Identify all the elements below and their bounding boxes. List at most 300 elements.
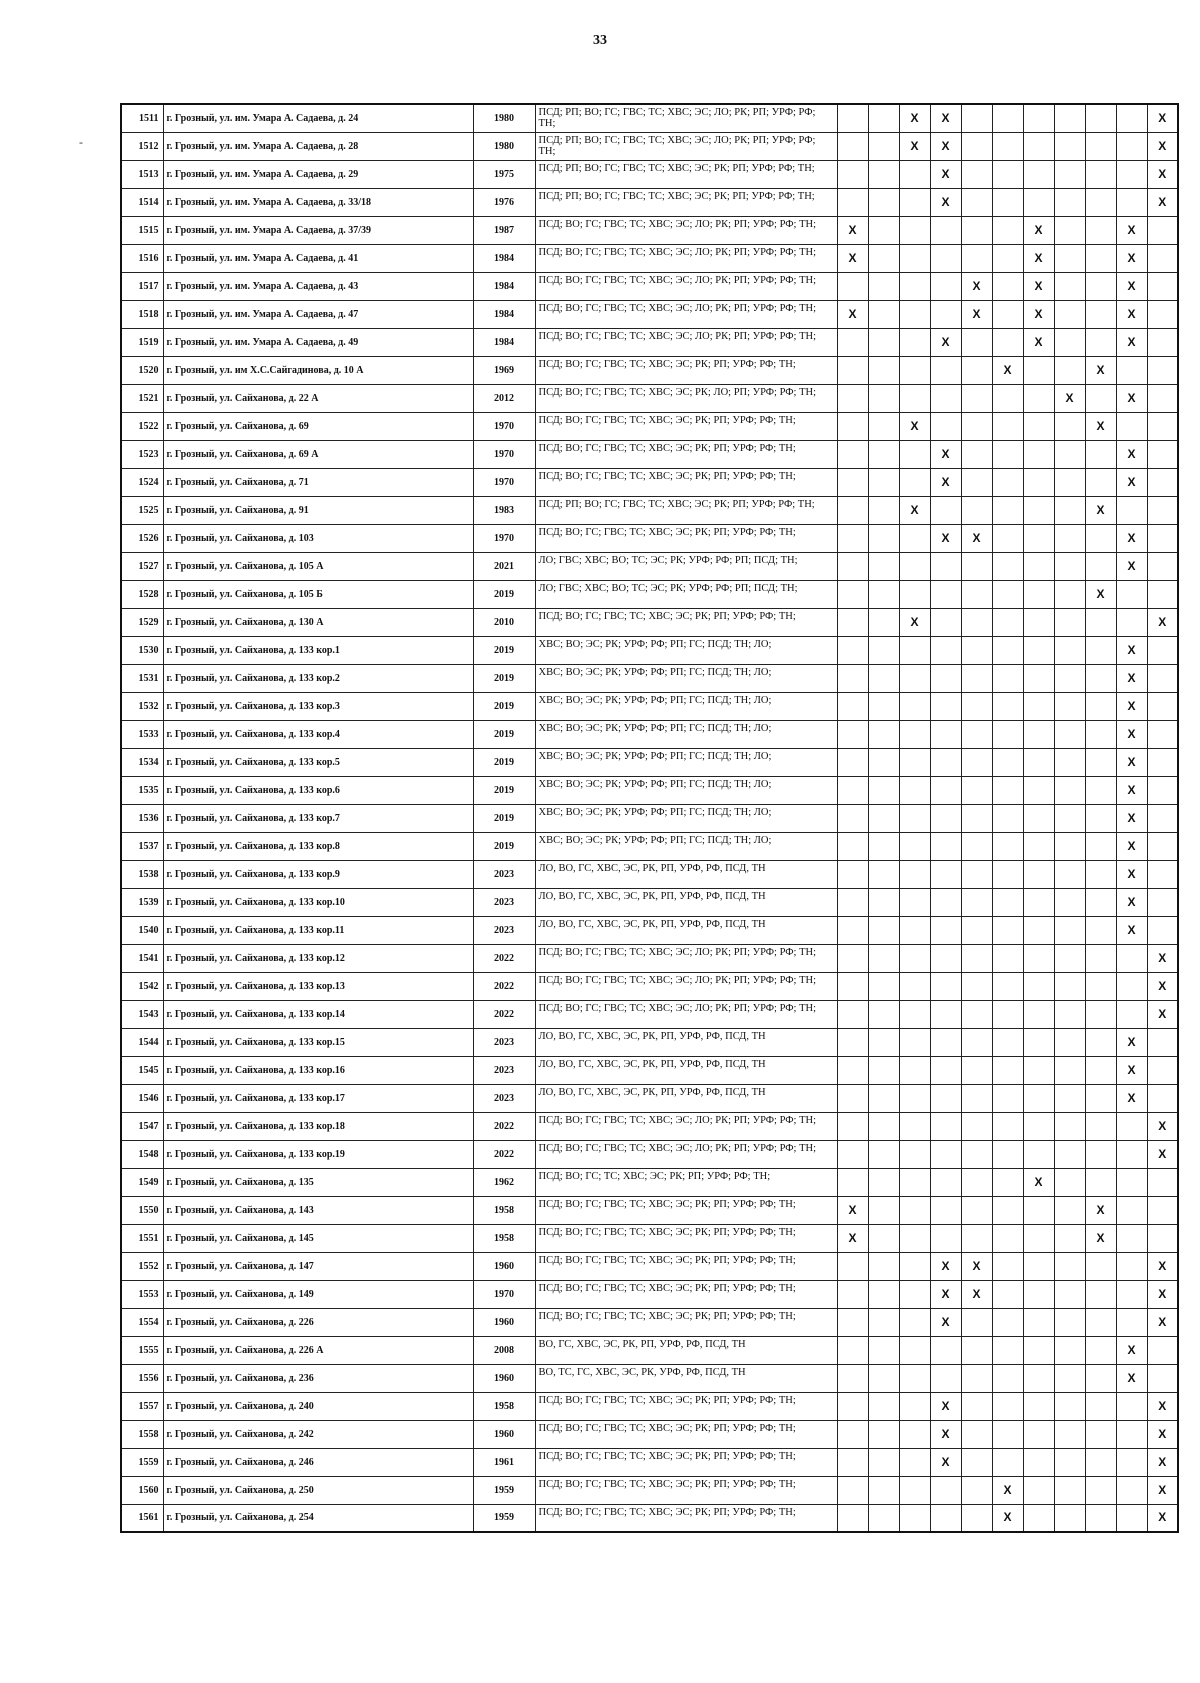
year-cell: 1970 bbox=[473, 524, 535, 552]
address-cell: г. Грозный, ул. Сайханова, д. 133 кор.18 bbox=[163, 1112, 473, 1140]
mark-cell-9: X bbox=[1085, 1224, 1116, 1252]
table-row bbox=[121, 328, 1178, 356]
mark-cell-4: X bbox=[930, 104, 961, 132]
mark-cell-11 bbox=[1147, 300, 1178, 328]
address-cell: г. Грозный, ул. Сайханова, д. 133 кор.5 bbox=[163, 748, 473, 776]
mark-cell-1 bbox=[837, 1168, 868, 1196]
mark-cell-2 bbox=[868, 776, 899, 804]
mark-cell-7 bbox=[1023, 132, 1054, 160]
mark-cell-11: X bbox=[1147, 1000, 1178, 1028]
row-number-cell: 1539 bbox=[121, 888, 163, 916]
mark-cell-10: X bbox=[1116, 664, 1147, 692]
mark-cell-5: X bbox=[961, 272, 992, 300]
table-row bbox=[121, 272, 1178, 300]
mark-cell-3 bbox=[899, 1140, 930, 1168]
row-number-cell: 1530 bbox=[121, 636, 163, 664]
mark-cell-1 bbox=[837, 468, 868, 496]
mark-cell-1 bbox=[837, 776, 868, 804]
year-cell: 2010 bbox=[473, 608, 535, 636]
mark-cell-9 bbox=[1085, 720, 1116, 748]
mark-cell-9: X bbox=[1085, 356, 1116, 384]
address-cell: г. Грозный, ул. им Х.С.Сайгадинова, д. 10 А bbox=[163, 356, 473, 384]
mark-cell-10: X bbox=[1116, 804, 1147, 832]
mark-cell-6 bbox=[992, 1392, 1023, 1420]
table-row bbox=[121, 692, 1178, 720]
row-number-cell: 1559 bbox=[121, 1448, 163, 1476]
year-cell: 1960 bbox=[473, 1308, 535, 1336]
mark-cell-4 bbox=[930, 776, 961, 804]
mark-cell-2 bbox=[868, 1308, 899, 1336]
mark-cell-3: X bbox=[899, 412, 930, 440]
table-row bbox=[121, 160, 1178, 188]
mark-cell-5 bbox=[961, 916, 992, 944]
mark-cell-3 bbox=[899, 1308, 930, 1336]
mark-cell-6 bbox=[992, 944, 1023, 972]
mark-cell-7 bbox=[1023, 1336, 1054, 1364]
mark-cell-3 bbox=[899, 804, 930, 832]
mark-cell-3 bbox=[899, 916, 930, 944]
mark-cell-3: X bbox=[899, 608, 930, 636]
year-cell: 2023 bbox=[473, 860, 535, 888]
year-cell: 1959 bbox=[473, 1476, 535, 1504]
mark-cell-3 bbox=[899, 552, 930, 580]
address-cell: г. Грозный, ул. Сайханова, д. 133 кор.3 bbox=[163, 692, 473, 720]
mark-cell-6 bbox=[992, 440, 1023, 468]
mark-cell-7 bbox=[1023, 804, 1054, 832]
mark-cell-7 bbox=[1023, 160, 1054, 188]
mark-cell-4: X bbox=[930, 160, 961, 188]
mark-cell-11 bbox=[1147, 1224, 1178, 1252]
mark-cell-3 bbox=[899, 720, 930, 748]
address-cell: г. Грозный, ул. им. Умара А. Садаева, д. 24 bbox=[163, 104, 473, 132]
table-row bbox=[121, 720, 1178, 748]
year-cell: 1980 bbox=[473, 132, 535, 160]
mark-cell-9 bbox=[1085, 748, 1116, 776]
mark-cell-4 bbox=[930, 272, 961, 300]
mark-cell-10 bbox=[1116, 160, 1147, 188]
mark-cell-3 bbox=[899, 1196, 930, 1224]
mark-cell-7 bbox=[1023, 664, 1054, 692]
mark-cell-7 bbox=[1023, 916, 1054, 944]
mark-cell-6 bbox=[992, 860, 1023, 888]
mark-cell-3 bbox=[899, 1112, 930, 1140]
mark-cell-8 bbox=[1054, 1448, 1085, 1476]
mark-cell-6 bbox=[992, 776, 1023, 804]
works-list-cell: ПСД; ВО; ГС; ГВС; ТС; ХВС; ЭС; РК; ЛО; РП; УРФ; РФ; ТН; bbox=[535, 384, 837, 412]
row-number-cell: 1526 bbox=[121, 524, 163, 552]
row-number-cell: 1553 bbox=[121, 1280, 163, 1308]
year-cell: 1984 bbox=[473, 328, 535, 356]
works-list-cell: ПСД; ВО; ГС; ГВС; ТС; ХВС; ЭС; РК; РП; УРФ; РФ; ТН; bbox=[535, 524, 837, 552]
mark-cell-4 bbox=[930, 1336, 961, 1364]
works-list-cell: ХВС; ВО; ЭС; РК; УРФ; РФ; РП; ГС; ПСД; ТН; ЛО; bbox=[535, 692, 837, 720]
mark-cell-7: X bbox=[1023, 1168, 1054, 1196]
table-row bbox=[121, 552, 1178, 580]
mark-cell-6 bbox=[992, 1336, 1023, 1364]
address-cell: г. Грозный, ул. Сайханова, д. 226 bbox=[163, 1308, 473, 1336]
table-row bbox=[121, 1448, 1178, 1476]
year-cell: 2019 bbox=[473, 664, 535, 692]
mark-cell-5 bbox=[961, 244, 992, 272]
mark-cell-6: X bbox=[992, 1504, 1023, 1532]
mark-cell-10 bbox=[1116, 608, 1147, 636]
works-list-cell: ПСД; РП; ВО; ГС; ГВС; ТС; ХВС; ЭС; РК; РП; УРФ; РФ; ТН; bbox=[535, 160, 837, 188]
works-list-cell: ПСД; ВО; ГС; ГВС; ТС; ХВС; ЭС; ЛО; РК; РП; УРФ; РФ; ТН; bbox=[535, 972, 837, 1000]
mark-cell-3 bbox=[899, 1252, 930, 1280]
mark-cell-10 bbox=[1116, 1280, 1147, 1308]
mark-cell-6 bbox=[992, 608, 1023, 636]
year-cell: 1969 bbox=[473, 356, 535, 384]
mark-cell-2 bbox=[868, 860, 899, 888]
mark-cell-1 bbox=[837, 1420, 868, 1448]
mark-cell-5 bbox=[961, 328, 992, 356]
table-row bbox=[121, 1168, 1178, 1196]
mark-cell-5 bbox=[961, 636, 992, 664]
address-cell: г. Грозный, ул. Сайханова, д. 145 bbox=[163, 1224, 473, 1252]
row-number-cell: 1535 bbox=[121, 776, 163, 804]
mark-cell-4 bbox=[930, 1196, 961, 1224]
year-cell: 2019 bbox=[473, 804, 535, 832]
table-row bbox=[121, 440, 1178, 468]
mark-cell-5 bbox=[961, 1336, 992, 1364]
table-row bbox=[121, 776, 1178, 804]
mark-cell-7 bbox=[1023, 468, 1054, 496]
mark-cell-10 bbox=[1116, 1196, 1147, 1224]
mark-cell-8 bbox=[1054, 1196, 1085, 1224]
year-cell: 1976 bbox=[473, 188, 535, 216]
mark-cell-6 bbox=[992, 300, 1023, 328]
mark-cell-1 bbox=[837, 496, 868, 524]
mark-cell-8 bbox=[1054, 524, 1085, 552]
mark-cell-1 bbox=[837, 272, 868, 300]
row-number-cell: 1551 bbox=[121, 1224, 163, 1252]
works-list-cell: ХВС; ВО; ЭС; РК; УРФ; РФ; РП; ГС; ПСД; ТН; ЛО; bbox=[535, 804, 837, 832]
mark-cell-9 bbox=[1085, 1392, 1116, 1420]
mark-cell-6 bbox=[992, 1168, 1023, 1196]
mark-cell-10: X bbox=[1116, 300, 1147, 328]
mark-cell-3 bbox=[899, 468, 930, 496]
mark-cell-11 bbox=[1147, 1336, 1178, 1364]
mark-cell-11: X bbox=[1147, 188, 1178, 216]
address-cell: г. Грозный, ул. Сайханова, д. 133 кор.9 bbox=[163, 860, 473, 888]
mark-cell-11: X bbox=[1147, 1392, 1178, 1420]
mark-cell-9 bbox=[1085, 1252, 1116, 1280]
table-row bbox=[121, 1308, 1178, 1336]
mark-cell-8 bbox=[1054, 1392, 1085, 1420]
mark-cell-1 bbox=[837, 664, 868, 692]
row-number-cell: 1516 bbox=[121, 244, 163, 272]
mark-cell-2 bbox=[868, 1252, 899, 1280]
mark-cell-1 bbox=[837, 1056, 868, 1084]
table-row bbox=[121, 972, 1178, 1000]
mark-cell-5 bbox=[961, 1476, 992, 1504]
mark-cell-7 bbox=[1023, 580, 1054, 608]
mark-cell-1 bbox=[837, 944, 868, 972]
mark-cell-3 bbox=[899, 1084, 930, 1112]
mark-cell-5 bbox=[961, 1140, 992, 1168]
mark-cell-10 bbox=[1116, 1448, 1147, 1476]
mark-cell-3 bbox=[899, 1364, 930, 1392]
mark-cell-7 bbox=[1023, 972, 1054, 1000]
mark-cell-6 bbox=[992, 832, 1023, 860]
works-list-cell: ПСД; ВО; ГС; ТС; ХВС; ЭС; РК; РП; УРФ; РФ; ТН; bbox=[535, 1168, 837, 1196]
mark-cell-10: X bbox=[1116, 524, 1147, 552]
row-number-cell: 1522 bbox=[121, 412, 163, 440]
mark-cell-8 bbox=[1054, 860, 1085, 888]
mark-cell-4 bbox=[930, 692, 961, 720]
mark-cell-9 bbox=[1085, 300, 1116, 328]
mark-cell-10: X bbox=[1116, 692, 1147, 720]
mark-cell-5 bbox=[961, 720, 992, 748]
mark-cell-5 bbox=[961, 412, 992, 440]
mark-cell-8 bbox=[1054, 216, 1085, 244]
mark-cell-10 bbox=[1116, 944, 1147, 972]
mark-cell-7 bbox=[1023, 748, 1054, 776]
mark-cell-8 bbox=[1054, 1168, 1085, 1196]
mark-cell-7 bbox=[1023, 188, 1054, 216]
mark-cell-9 bbox=[1085, 1000, 1116, 1028]
mark-cell-10: X bbox=[1116, 328, 1147, 356]
address-cell: г. Грозный, ул. им. Умара А. Садаева, д. 29 bbox=[163, 160, 473, 188]
mark-cell-8 bbox=[1054, 748, 1085, 776]
mark-cell-11 bbox=[1147, 1028, 1178, 1056]
year-cell: 2019 bbox=[473, 776, 535, 804]
mark-cell-2 bbox=[868, 1364, 899, 1392]
year-cell: 1959 bbox=[473, 1504, 535, 1532]
mark-cell-8 bbox=[1054, 468, 1085, 496]
row-number-cell: 1520 bbox=[121, 356, 163, 384]
year-cell: 2019 bbox=[473, 692, 535, 720]
table-row bbox=[121, 664, 1178, 692]
table-row bbox=[121, 1000, 1178, 1028]
mark-cell-8 bbox=[1054, 552, 1085, 580]
row-number-cell: 1561 bbox=[121, 1504, 163, 1532]
mark-cell-3: X bbox=[899, 132, 930, 160]
mark-cell-4 bbox=[930, 608, 961, 636]
year-cell: 2021 bbox=[473, 552, 535, 580]
mark-cell-1 bbox=[837, 188, 868, 216]
mark-cell-11: X bbox=[1147, 1140, 1178, 1168]
mark-cell-9 bbox=[1085, 1112, 1116, 1140]
year-cell: 2022 bbox=[473, 1112, 535, 1140]
mark-cell-1 bbox=[837, 1280, 868, 1308]
mark-cell-9: X bbox=[1085, 1196, 1116, 1224]
mark-cell-7 bbox=[1023, 860, 1054, 888]
mark-cell-10: X bbox=[1116, 1364, 1147, 1392]
mark-cell-3 bbox=[899, 300, 930, 328]
mark-cell-9 bbox=[1085, 636, 1116, 664]
works-list-cell: ЛО, ВО, ГС, ХВС, ЭС, РК, РП, УРФ, РФ, ПСД, ТН bbox=[535, 888, 837, 916]
mark-cell-11 bbox=[1147, 1056, 1178, 1084]
mark-cell-11 bbox=[1147, 356, 1178, 384]
table-row bbox=[121, 1056, 1178, 1084]
mark-cell-6 bbox=[992, 272, 1023, 300]
mark-cell-4 bbox=[930, 412, 961, 440]
address-cell: г. Грозный, ул. им. Умара А. Садаева, д. 41 bbox=[163, 244, 473, 272]
mark-cell-1 bbox=[837, 636, 868, 664]
table-row bbox=[121, 300, 1178, 328]
mark-cell-6 bbox=[992, 692, 1023, 720]
row-number-cell: 1543 bbox=[121, 1000, 163, 1028]
mark-cell-6 bbox=[992, 1112, 1023, 1140]
address-cell: г. Грозный, ул. Сайханова, д. 240 bbox=[163, 1392, 473, 1420]
mark-cell-4 bbox=[930, 1224, 961, 1252]
works-list-cell: ПСД; ВО; ГС; ГВС; ТС; ХВС; ЭС; РК; РП; УРФ; РФ; ТН; bbox=[535, 1252, 837, 1280]
mark-cell-11: X bbox=[1147, 1280, 1178, 1308]
mark-cell-3 bbox=[899, 356, 930, 384]
mark-cell-9 bbox=[1085, 776, 1116, 804]
mark-cell-10: X bbox=[1116, 468, 1147, 496]
mark-cell-6 bbox=[992, 468, 1023, 496]
works-list-cell: ПСД; РП; ВО; ГС; ГВС; ТС; ХВС; ЭС; ЛО; РК; РП; УРФ; РФ; ТН; bbox=[535, 104, 837, 132]
mark-cell-5 bbox=[961, 188, 992, 216]
mark-cell-2 bbox=[868, 104, 899, 132]
mark-cell-7 bbox=[1023, 1196, 1054, 1224]
mark-cell-1 bbox=[837, 804, 868, 832]
works-list-cell: ПСД; ВО; ГС; ГВС; ТС; ХВС; ЭС; РК; РП; УРФ; РФ; ТН; bbox=[535, 1504, 837, 1532]
address-cell: г. Грозный, ул. Сайханова, д. 147 bbox=[163, 1252, 473, 1280]
mark-cell-3 bbox=[899, 888, 930, 916]
mark-cell-7: X bbox=[1023, 328, 1054, 356]
year-cell: 2022 bbox=[473, 944, 535, 972]
mark-cell-1 bbox=[837, 748, 868, 776]
works-list-cell: ХВС; ВО; ЭС; РК; УРФ; РФ; РП; ГС; ПСД; ТН; ЛО; bbox=[535, 776, 837, 804]
mark-cell-10: X bbox=[1116, 552, 1147, 580]
row-number-cell: 1512 bbox=[121, 132, 163, 160]
mark-cell-7 bbox=[1023, 888, 1054, 916]
row-number-cell: 1548 bbox=[121, 1140, 163, 1168]
row-number-cell: 1549 bbox=[121, 1168, 163, 1196]
mark-cell-8 bbox=[1054, 104, 1085, 132]
mark-cell-1 bbox=[837, 916, 868, 944]
mark-cell-6 bbox=[992, 664, 1023, 692]
mark-cell-11 bbox=[1147, 888, 1178, 916]
mark-cell-4 bbox=[930, 832, 961, 860]
mark-cell-6 bbox=[992, 720, 1023, 748]
mark-cell-7 bbox=[1023, 1224, 1054, 1252]
row-number-cell: 1527 bbox=[121, 552, 163, 580]
works-list-cell: ПСД; ВО; ГС; ГВС; ТС; ХВС; ЭС; РК; РП; УРФ; РФ; ТН; bbox=[535, 1420, 837, 1448]
mark-cell-10 bbox=[1116, 1308, 1147, 1336]
year-cell: 1984 bbox=[473, 272, 535, 300]
mark-cell-2 bbox=[868, 636, 899, 664]
mark-cell-7 bbox=[1023, 104, 1054, 132]
mark-cell-7 bbox=[1023, 440, 1054, 468]
mark-cell-2 bbox=[868, 1056, 899, 1084]
address-cell: г. Грозный, ул. Сайханова, д. 105 А bbox=[163, 552, 473, 580]
year-cell: 1970 bbox=[473, 412, 535, 440]
mark-cell-7: X bbox=[1023, 272, 1054, 300]
mark-cell-1 bbox=[837, 1252, 868, 1280]
mark-cell-2 bbox=[868, 1140, 899, 1168]
year-cell: 1970 bbox=[473, 440, 535, 468]
mark-cell-1 bbox=[837, 720, 868, 748]
mark-cell-2 bbox=[868, 1392, 899, 1420]
mark-cell-5 bbox=[961, 608, 992, 636]
mark-cell-1 bbox=[837, 1504, 868, 1532]
mark-cell-6 bbox=[992, 216, 1023, 244]
mark-cell-5 bbox=[961, 496, 992, 524]
mark-cell-8 bbox=[1054, 692, 1085, 720]
mark-cell-6 bbox=[992, 580, 1023, 608]
mark-cell-5 bbox=[961, 160, 992, 188]
works-list-cell: ПСД; ВО; ГС; ГВС; ТС; ХВС; ЭС; РК; РП; УРФ; РФ; ТН; bbox=[535, 468, 837, 496]
mark-cell-8 bbox=[1054, 356, 1085, 384]
mark-cell-3 bbox=[899, 1224, 930, 1252]
works-list-cell: ХВС; ВО; ЭС; РК; УРФ; РФ; РП; ГС; ПСД; ТН; ЛО; bbox=[535, 748, 837, 776]
mark-cell-9 bbox=[1085, 132, 1116, 160]
mark-cell-5: X bbox=[961, 524, 992, 552]
mark-cell-8 bbox=[1054, 916, 1085, 944]
mark-cell-2 bbox=[868, 664, 899, 692]
mark-cell-1 bbox=[837, 524, 868, 552]
table-row bbox=[121, 468, 1178, 496]
mark-cell-4: X bbox=[930, 1392, 961, 1420]
mark-cell-3: X bbox=[899, 496, 930, 524]
mark-cell-8 bbox=[1054, 1336, 1085, 1364]
mark-cell-10 bbox=[1116, 1476, 1147, 1504]
mark-cell-2 bbox=[868, 1000, 899, 1028]
mark-cell-8 bbox=[1054, 1420, 1085, 1448]
mark-cell-11 bbox=[1147, 804, 1178, 832]
mark-cell-5 bbox=[961, 440, 992, 468]
works-list-cell: ВО, ГС, ХВС, ЭС, РК, РП, УРФ, РФ, ПСД, ТН bbox=[535, 1336, 837, 1364]
mark-cell-11 bbox=[1147, 496, 1178, 524]
mark-cell-3 bbox=[899, 664, 930, 692]
mark-cell-6 bbox=[992, 972, 1023, 1000]
table-row bbox=[121, 104, 1178, 132]
mark-cell-4 bbox=[930, 944, 961, 972]
address-cell: г. Грозный, ул. Сайханова, д. 133 кор.11 bbox=[163, 916, 473, 944]
mark-cell-10: X bbox=[1116, 636, 1147, 664]
mark-cell-10: X bbox=[1116, 832, 1147, 860]
mark-cell-4 bbox=[930, 1504, 961, 1532]
mark-cell-1 bbox=[837, 356, 868, 384]
mark-cell-6 bbox=[992, 552, 1023, 580]
mark-cell-3 bbox=[899, 188, 930, 216]
page-number: 33 bbox=[593, 33, 607, 48]
year-cell: 1983 bbox=[473, 496, 535, 524]
table-row bbox=[121, 748, 1178, 776]
mark-cell-6 bbox=[992, 188, 1023, 216]
mark-cell-1 bbox=[837, 888, 868, 916]
address-cell: г. Грозный, ул. Сайханова, д. 226 А bbox=[163, 1336, 473, 1364]
mark-cell-5 bbox=[961, 804, 992, 832]
mark-cell-7: X bbox=[1023, 216, 1054, 244]
mark-cell-9 bbox=[1085, 160, 1116, 188]
mark-cell-5 bbox=[961, 1308, 992, 1336]
mark-cell-4 bbox=[930, 804, 961, 832]
mark-cell-11: X bbox=[1147, 1476, 1178, 1504]
address-cell: г. Грозный, ул. Сайханова, д. 246 bbox=[163, 1448, 473, 1476]
mark-cell-8 bbox=[1054, 300, 1085, 328]
mark-cell-11 bbox=[1147, 1168, 1178, 1196]
year-cell: 1958 bbox=[473, 1196, 535, 1224]
mark-cell-11 bbox=[1147, 916, 1178, 944]
works-list-cell: ПСД; РП; ВО; ГС; ГВС; ТС; ХВС; ЭС; ЛО; РК; РП; УРФ; РФ; ТН; bbox=[535, 132, 837, 160]
mark-cell-5 bbox=[961, 580, 992, 608]
mark-cell-2 bbox=[868, 1168, 899, 1196]
mark-cell-3 bbox=[899, 972, 930, 1000]
works-list-cell: ПСД; ВО; ГС; ГВС; ТС; ХВС; ЭС; ЛО; РК; РП; УРФ; РФ; ТН; bbox=[535, 244, 837, 272]
mark-cell-7 bbox=[1023, 776, 1054, 804]
mark-cell-7: X bbox=[1023, 244, 1054, 272]
mark-cell-4 bbox=[930, 860, 961, 888]
mark-cell-4 bbox=[930, 384, 961, 412]
year-cell: 2019 bbox=[473, 720, 535, 748]
table-row bbox=[121, 1392, 1178, 1420]
mark-cell-4 bbox=[930, 244, 961, 272]
